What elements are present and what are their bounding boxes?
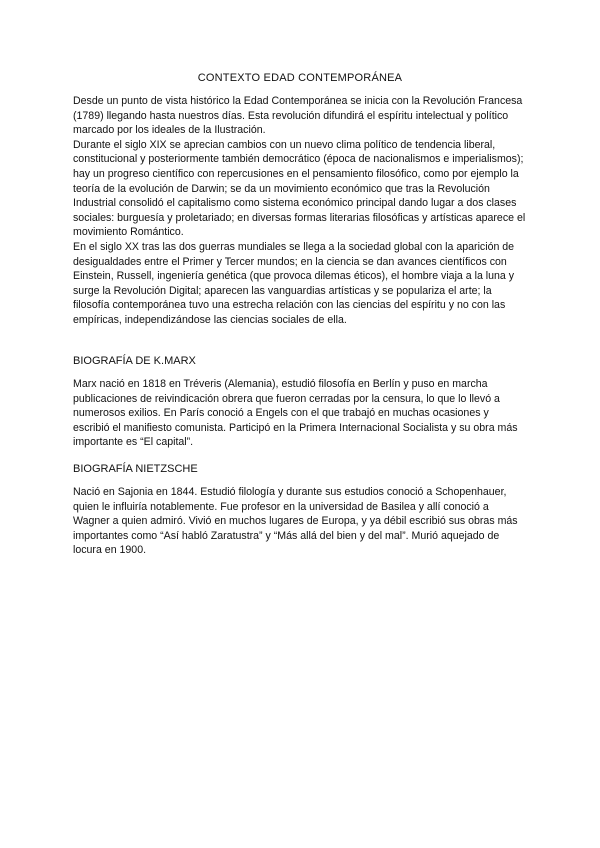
nietzsche-section	[73, 485, 528, 558]
context-section	[73, 94, 528, 328]
context-paragraph-2: Durante el siglo XIX se aprecian cambios con un nuevo clima político de tendencia liberal, constitucional y posteriormente también democrático (época de nacionalismos e imperialismos); hay un progreso científico con repercusiones en el pensamiento filosófico, como por ejemplo la teoría de la evolución de Darwin; se da un movimiento económico que tras la Revolución Industrial consolidó el capitalismo como sistema económico principal dando lugar a dos clases sociales: burguesía y proletariado; en diversas formas literarias filosóficas y artísticas aparece el movimiento Romántico.	[73, 138, 526, 239]
nietzsche-paragraph: Nació en Sajonia en 1844. Estudió filología y durante sus estudios conoció a Schopenhauer, quien le influiría notablemente. Fue profesor en la universidad de Basilea y allí conoció a Wagner a quien admiró. Vivió en muchos lugares de Europa, y ya débil escribió sus obras más importantes como “Así habló Zaratustra” y “Más allá del bien y del mal”. Murió aquejado de locura en 1900.	[73, 486, 518, 557]
marx-paragraph: Marx nació en 1818 en Tréveris (Alemania), estudió filosofía en Berlín y puso en marcha publicaciones de reivindicación obrera que fueron cerradas por la censura, lo que lo llevó a numerosos exilios. En París conoció a Engels con el que trabajó en muchas ocasiones y escribió el manifiesto comunista. Participó en la Primera Internacional Socialista y su obra más importante es “El capital”.	[73, 378, 518, 449]
marx-heading: BIOGRAFÍA DE K.MARX	[73, 355, 196, 367]
marx-section	[73, 377, 528, 450]
context-paragraph-1: Desde un punto de vista histórico la Edad Contemporánea se inicia con la Revolución Francesa (1789) llegando hasta nuestros días. Esta revolución difundirá el espíritu intelectual y político marcado por los ideales de la Ilustración.	[73, 95, 523, 137]
nietzsche-heading: BIOGRAFÍA NIETZSCHE	[73, 463, 198, 475]
document-title: CONTEXTO EDAD CONTEMPORÁNEA	[197, 72, 403, 84]
context-paragraph-3: En el siglo XX tras las dos guerras mundiales se llega a la sociedad global con la aparición de desigualdades entre el Primer y Tercer mundos; en la ciencia se dan avances científicos con Einstein, Russell, ingeniería genética (que provoca dilemas éticos), el hombre viaja a la luna y surge la Revolución Digital; aparecen las vanguardias artísticas y se populariza el arte; la filosofía contemporánea tuvo una estrecha relación con las ciencias del espíritu y no con las empíricas, independizándose las ciencias sociales de ella.	[73, 240, 515, 326]
